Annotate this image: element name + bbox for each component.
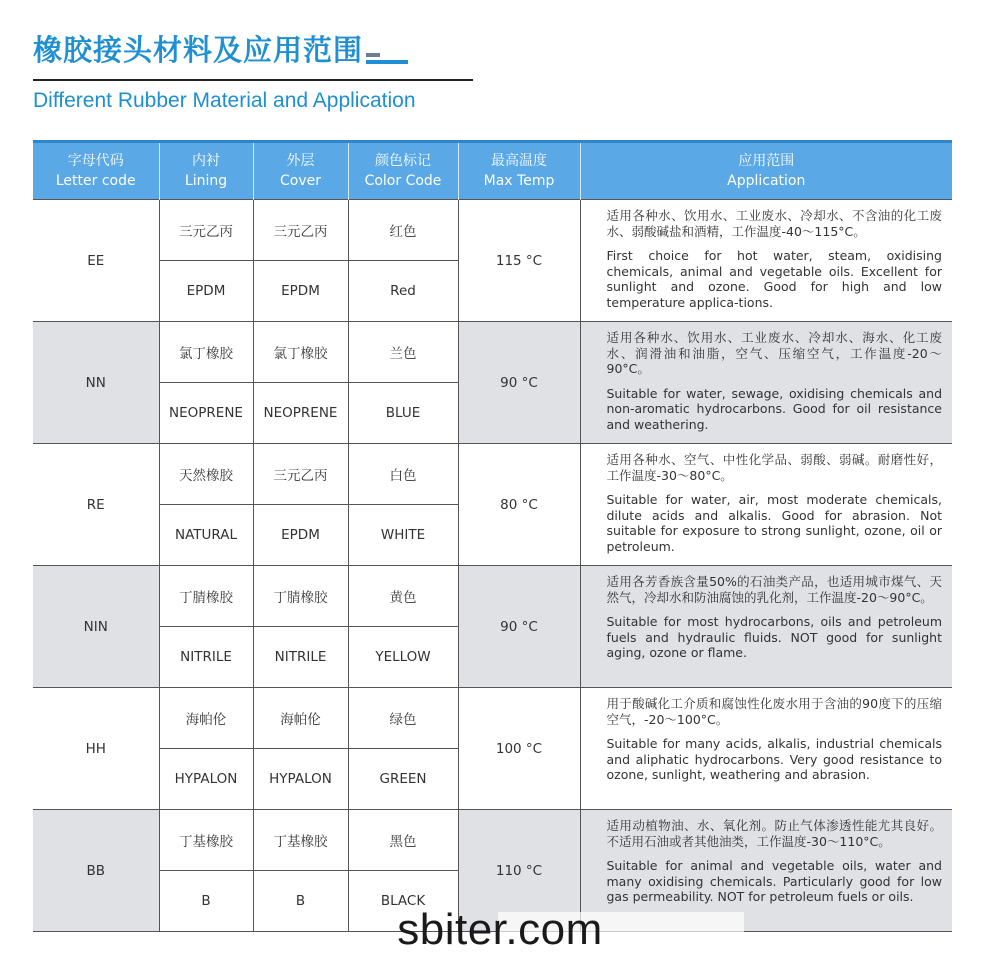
color-en-cell: BLUE: [348, 383, 458, 444]
lining-en-cell: NITRILE: [159, 627, 253, 688]
column-header-cover: [253, 142, 348, 200]
table-row: [33, 200, 952, 261]
cover-cn-cell: 氯丁橡胶: [253, 322, 348, 383]
color-cn-cell: 绿色: [348, 688, 458, 749]
lining-cn-cell: 三元乙丙: [159, 200, 253, 261]
color-cn-cell: 兰色: [348, 322, 458, 383]
column-header-cn: 最高温度: [491, 153, 547, 169]
color-en-cell: WHITE: [348, 505, 458, 566]
cover-en-cell: B: [253, 871, 348, 932]
table-row: [33, 322, 952, 383]
title-decoration-bar-long: [366, 60, 408, 64]
max-temp-cell: 110 °C: [458, 810, 580, 932]
application-text-cn: 适用各芳香族含量50%的石油类产品，也适用城市煤气、天然气，冷却水和防油腐蚀的乳化剂，工作温度-20～90°C。: [606, 574, 942, 605]
application-text-cn: 适用各种水、空气、中性化学品、弱酸、弱碱。耐磨性好，工作温度-30～80°C。: [606, 452, 942, 483]
title-decoration: [366, 50, 408, 64]
color-en-cell: Red: [348, 261, 458, 322]
column-header-color-code: [348, 142, 458, 200]
column-header-letter-code: [33, 142, 159, 200]
application-text-cn: 适用各种水、饮用水、工业废水、冷却水、不含油的化工废水、弱酸碱盐和酒精，工作温度-40～115°C。: [606, 208, 942, 239]
color-cn-cell: 红色: [348, 200, 458, 261]
cover-cn-cell: 三元乙丙: [253, 444, 348, 505]
lining-en-cell: NEOPRENE: [159, 383, 253, 444]
lining-cn-cell: 海帕伦: [159, 688, 253, 749]
max-temp-cell: 90 °C: [458, 322, 580, 444]
letter-code-cell: NN: [33, 322, 159, 444]
column-header-cn: 外层: [286, 153, 315, 169]
page-title-cn: 橡胶接头材料及应用范围: [33, 33, 364, 67]
column-header-application: [580, 142, 952, 200]
cover-en-cell: NITRILE: [253, 627, 348, 688]
color-cn-cell: 黑色: [348, 810, 458, 871]
application-text-en: First choice for hot water, steam, oxidising chemicals, animal and vegetable oils. Excellent for sunlight and ozone. Good for high and low temperature applica-tions.: [606, 248, 942, 310]
table-header-row: [33, 142, 952, 200]
color-cn-cell: 黄色: [348, 566, 458, 627]
rubber-material-table: [33, 140, 952, 932]
color-en-cell: YELLOW: [348, 627, 458, 688]
table-row: [33, 688, 952, 749]
lining-en-cell: HYPALON: [159, 749, 253, 810]
max-temp-cell: 100 °C: [458, 688, 580, 810]
application-text-en: Suitable for water, air, most moderate chemicals, dilute acids and alkalis. Good for abrasion. Not suitable for exposure to strong sunlight, ozone, oil or petroleum.: [606, 492, 942, 554]
cover-cn-cell: 丁腈橡胶: [253, 566, 348, 627]
lining-cn-cell: 天然橡胶: [159, 444, 253, 505]
application-text-en: Suitable for many acids, alkalis, industrial chemicals and aliphatic hydrocarbons. Very good resistance to ozone, sunlight, weathering and abrasion.: [606, 736, 942, 782]
table-row: [33, 810, 952, 871]
application-cell: [580, 200, 952, 322]
letter-code-cell: RE: [33, 444, 159, 566]
title-divider: [33, 79, 473, 81]
application-text-en: Suitable for animal and vegetable oils, water and many oxidising chemicals. Particularly good for low gas permeability. NOT for petroleum fuels or oils.: [606, 858, 942, 904]
column-header-cn: 内衬: [192, 153, 220, 169]
letter-code-cell: HH: [33, 688, 159, 810]
table-row: [33, 444, 952, 505]
title-decoration-bar-short: [366, 53, 380, 57]
column-header-max-temp: [458, 142, 580, 200]
lining-cn-cell: 丁腈橡胶: [159, 566, 253, 627]
letter-code-cell: EE: [33, 200, 159, 322]
lining-cn-cell: 氯丁橡胶: [159, 322, 253, 383]
lining-en-cell: NATURAL: [159, 505, 253, 566]
cover-cn-cell: 海帕伦: [253, 688, 348, 749]
column-header-lining: [159, 142, 253, 200]
column-header-cn: 应用范围: [738, 153, 795, 169]
application-text-cn: 适用动植物油、水、氧化剂。防止气体渗透性能尤其良好。不适用石油或者其他油类，工作温度-30～110°C。: [606, 818, 942, 849]
application-cell: [580, 688, 952, 810]
cover-cn-cell: 丁基橡胶: [253, 810, 348, 871]
lining-en-cell: EPDM: [159, 261, 253, 322]
letter-code-cell: NIN: [33, 566, 159, 688]
cover-en-cell: NEOPRENE: [253, 383, 348, 444]
column-header-en: Max Temp: [483, 173, 555, 189]
cover-en-cell: HYPALON: [253, 749, 348, 810]
application-text-en: Suitable for water, sewage, oxidising chemicals and non-aromatic hydrocarbons. Good for oil resistance and weathering.: [606, 385, 942, 432]
application-cell: [580, 444, 952, 566]
max-temp-cell: 115 °C: [458, 200, 580, 322]
application-text-cn: 适用各种水、饮用水、工业废水、冷却水、海水、化工废水、润滑油和油脂，空气、压缩空气，工作温度-20～90°C。: [606, 330, 942, 376]
lining-cn-cell: 丁基橡胶: [159, 810, 253, 871]
color-cn-cell: 白色: [348, 444, 458, 505]
application-text-en: Suitable for most hydrocarbons, oils and petroleum fuels and hydraulic fluids. NOT good for sunlight aging, ozone or flame.: [606, 614, 942, 660]
column-header-en: Application: [727, 173, 806, 189]
application-text-cn: 用于酸碱化工介质和腐蚀性化废水用于含油的90度下的压缩空气，-20～100°C。: [606, 696, 942, 727]
max-temp-cell: 80 °C: [458, 444, 580, 566]
application-cell: [580, 322, 952, 444]
lining-en-cell: B: [159, 871, 253, 932]
column-header-cn: 字母代码: [67, 153, 124, 169]
max-temp-cell: 90 °C: [458, 566, 580, 688]
color-en-cell: GREEN: [348, 749, 458, 810]
column-header-en: Lining: [184, 173, 228, 189]
color-en-cell: BLACK: [348, 871, 458, 932]
cover-en-cell: EPDM: [253, 505, 348, 566]
page-title-en: Different Rubber Material and Application: [33, 89, 416, 112]
cover-en-cell: EPDM: [253, 261, 348, 322]
column-header-cn: 颜色标记: [375, 153, 431, 169]
column-header-en: Cover: [280, 173, 321, 189]
cover-cn-cell: 三元乙丙: [253, 200, 348, 261]
watermark-text: sbiter.com: [397, 905, 603, 954]
letter-code-cell: BB: [33, 810, 159, 932]
column-header-en: Letter code: [55, 173, 136, 189]
table-row: [33, 566, 952, 627]
column-header-en: Color Code: [364, 173, 442, 189]
application-cell: [580, 566, 952, 688]
watermark-backdrop: [498, 912, 744, 960]
